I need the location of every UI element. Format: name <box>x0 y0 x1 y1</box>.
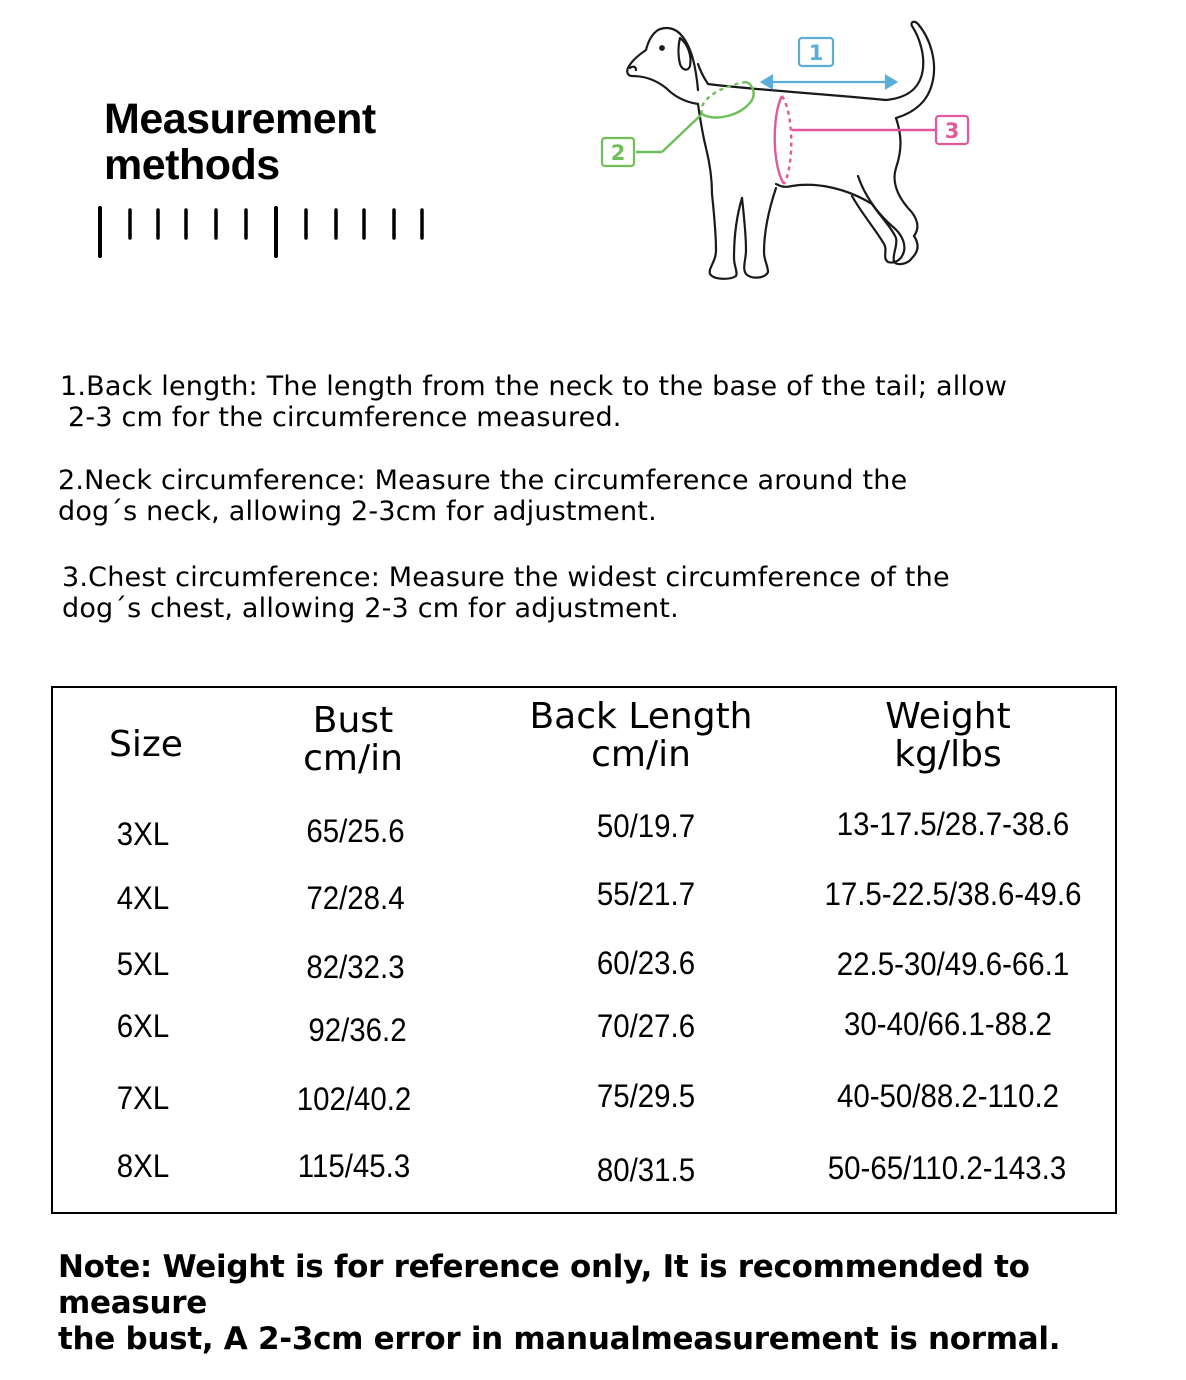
instruction-line: 3.Chest circumference: Measure the widest circumference of the <box>62 562 950 593</box>
header-weight <box>833 698 1063 774</box>
table-cell: 50-65/110.2-143.3 <box>827 1150 1067 1186</box>
table-cell: 17.5-22.5/38.6-49.6 <box>824 876 1082 912</box>
note-text <box>58 1249 1168 1357</box>
instruction-back-length <box>60 371 1007 433</box>
header-bust-unit: cm/in <box>303 738 403 779</box>
marker-3-label: 3 <box>944 119 960 143</box>
header-weight-unit: kg/lbs <box>894 734 1002 775</box>
header-back-length-label: Back Length <box>529 696 753 737</box>
header-back-length-unit: cm/in <box>591 734 691 775</box>
table-cell: 40-50/88.2-110.2 <box>836 1078 1060 1114</box>
instruction-line: 1.Back length: The length from the neck to the base of the tail; allow <box>60 371 1008 402</box>
back-length-arrow-icon <box>762 76 896 88</box>
table-cell: 82/32.3 <box>306 949 405 985</box>
instruction-line: 2.Neck circumference: Measure the circumference around the <box>58 465 908 496</box>
table-cell: 7XL <box>116 1080 170 1116</box>
table-cell: 115/45.3 <box>297 1148 411 1184</box>
table-cell: 65/25.6 <box>306 813 405 849</box>
table-cell: 102/40.2 <box>296 1081 412 1117</box>
title-line-2: methods <box>104 141 280 189</box>
table-cell: 55/21.7 <box>596 876 696 912</box>
size-chart-table <box>51 686 1117 1214</box>
header-size-label: Size <box>109 724 183 765</box>
table-cell: 60/23.6 <box>596 945 696 981</box>
chest-circumference-icon <box>775 96 936 184</box>
table-cell: 5XL <box>116 946 170 982</box>
table-cell: 6XL <box>116 1008 170 1044</box>
header-back-length <box>501 698 781 774</box>
instruction-line: dog´s neck, allowing 2-3cm for adjustment. <box>58 496 657 527</box>
dog-measurement-diagram <box>596 18 986 288</box>
title-line-1: Measurement <box>104 95 376 143</box>
neck-circumference-icon <box>636 82 754 152</box>
table-cell: 13-17.5/28.7-38.6 <box>836 806 1070 842</box>
marker-2-badge <box>602 138 634 166</box>
table-cell: 4XL <box>116 880 170 916</box>
marker-1-badge <box>799 38 833 66</box>
table-cell: 92/36.2 <box>308 1012 407 1048</box>
table-cell: 75/29.5 <box>596 1078 696 1114</box>
instruction-chest-circumference <box>62 562 950 624</box>
table-cell: 30-40/66.1-88.2 <box>844 1006 1052 1042</box>
note-line-2: the bust, A 2-3cm error in manualmeasurement is normal. <box>58 1321 1061 1357</box>
page-title <box>104 96 376 188</box>
ruler-icon <box>96 200 436 262</box>
table-cell: 70/27.6 <box>596 1008 696 1044</box>
table-cell: 80/31.5 <box>596 1152 696 1188</box>
table-cell: 8XL <box>116 1148 170 1184</box>
note-line-1: Note: Weight is for reference only, It is recommended to measure <box>58 1249 1030 1321</box>
header-weight-label: Weight <box>885 696 1011 737</box>
header-bust-label: Bust <box>312 700 394 741</box>
header-size <box>91 726 201 764</box>
table-cell: 22.5-30/49.6-66.1 <box>836 946 1070 982</box>
header-bust <box>253 702 453 778</box>
table-cell: 50/19.7 <box>596 808 696 844</box>
dog-outline-icon <box>627 22 934 279</box>
instruction-line: dog´s chest, allowing 2-3 cm for adjustment. <box>62 593 679 624</box>
marker-3-badge <box>936 116 968 144</box>
instruction-neck-circumference <box>58 465 907 527</box>
marker-1-label: 1 <box>808 41 824 65</box>
table-cell: 72/28.4 <box>306 880 405 916</box>
marker-2-label: 2 <box>610 141 626 165</box>
instruction-line: 2-3 cm for the circumference measured. <box>68 402 622 433</box>
table-cell: 3XL <box>116 816 170 852</box>
